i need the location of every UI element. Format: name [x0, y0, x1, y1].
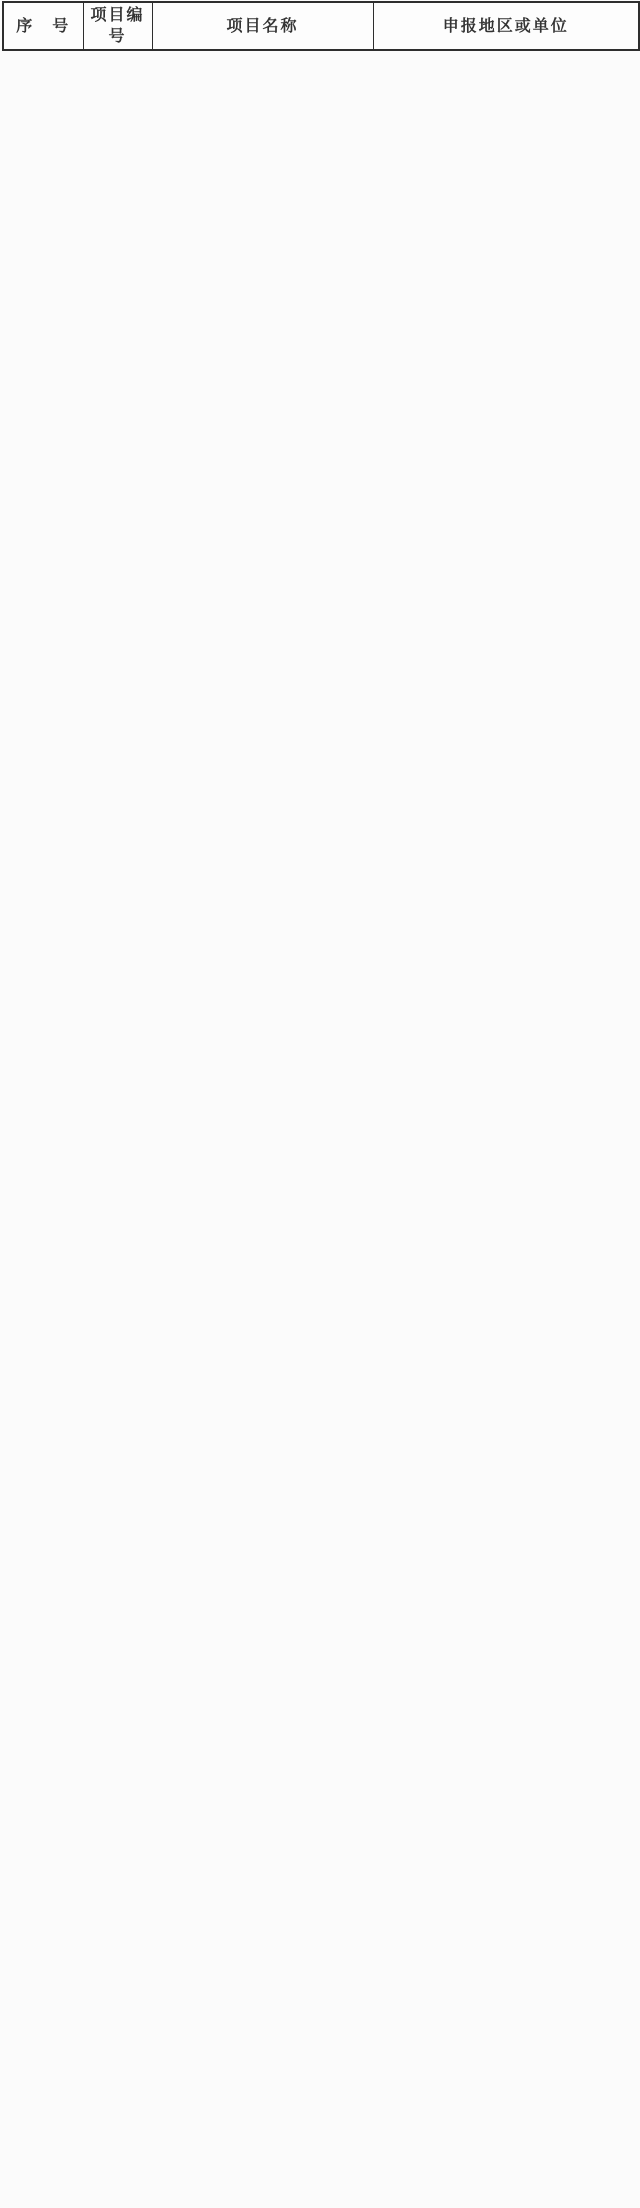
header-region-or-unit: 申报地区或单位	[373, 2, 639, 50]
header-row	[3, 2, 639, 50]
table-header	[3, 2, 639, 50]
header-serial-number: 序 号	[3, 2, 83, 50]
heritage-list-table	[2, 1, 640, 51]
header-project-name: 项目名称	[152, 2, 373, 50]
header-project-code: 项目编号	[83, 2, 152, 50]
